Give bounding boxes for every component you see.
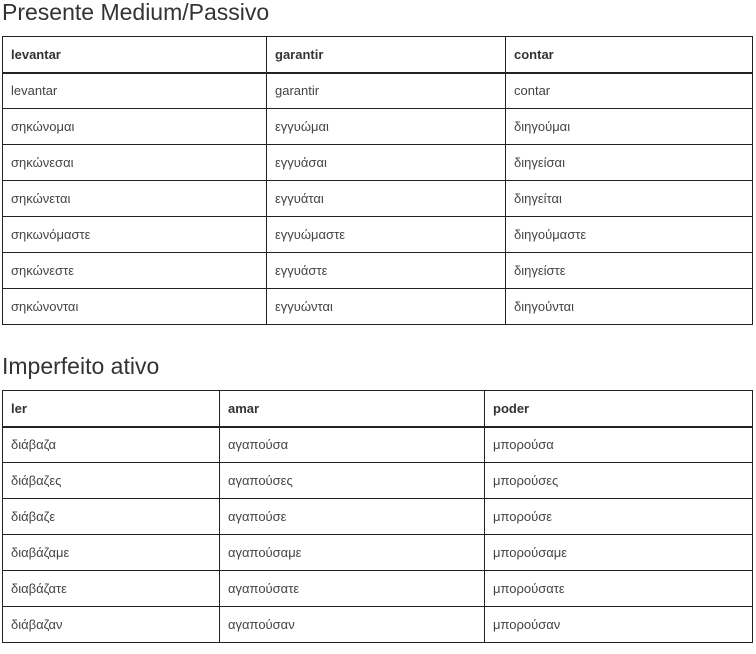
table-row [3,289,753,325]
column-header: garantir [267,37,506,73]
table-cell: garantir [267,73,506,109]
table-cell: σηκώνεται [3,181,267,217]
table-cell: εγγυάσαι [267,145,506,181]
table-cell: αγαπούσες [220,463,485,499]
table-cell: μπορούσες [485,463,753,499]
table-row [3,607,753,643]
conjugation-table-presente-medium-passivo [2,36,753,325]
section-title-imperfeito-ativo: Imperfeito ativo [2,353,160,379]
column-header: poder [485,391,753,427]
table-cell: μπορούσατε [485,571,753,607]
table-row [3,253,753,289]
table-cell: αγαπούσαμε [220,535,485,571]
table-row [3,109,753,145]
table-cell: σηκωνόμαστε [3,217,267,253]
table-cell: διάβαζα [3,427,220,463]
table-row [3,181,753,217]
table-cell: μπορούσαν [485,607,753,643]
column-header: ler [3,391,220,427]
table-row [3,217,753,253]
table-cell: contar [506,73,753,109]
table-cell: διαβάζαμε [3,535,220,571]
conjugation-table-imperfeito-ativo [2,390,753,643]
table-cell: εγγυώμαι [267,109,506,145]
section-title-presente-medium-passivo: Presente Medium/Passivo [2,0,270,25]
table-cell: levantar [3,73,267,109]
table-cell: διηγείστε [506,253,753,289]
table-cell: σηκώνεσαι [3,145,267,181]
table-row [3,427,753,463]
table-cell: αγαπούσε [220,499,485,535]
table-cell: σηκώνονται [3,289,267,325]
table-row [3,73,753,109]
table-cell: διηγούνται [506,289,753,325]
column-header: amar [220,391,485,427]
table-cell: αγαπούσα [220,427,485,463]
table-row [3,499,753,535]
table-cell: διηγούμαι [506,109,753,145]
table-cell: εγγυάστε [267,253,506,289]
table-cell: εγγυώνται [267,289,506,325]
table-cell: διηγείσαι [506,145,753,181]
table-cell: διηγείται [506,181,753,217]
table-cell: διηγούμαστε [506,217,753,253]
table-cell: διάβαζες [3,463,220,499]
column-header: levantar [3,37,267,73]
table-cell: εγγυάται [267,181,506,217]
table-cell: αγαπούσατε [220,571,485,607]
table-cell: διαβάζατε [3,571,220,607]
column-header: contar [506,37,753,73]
table-header-row [3,37,753,73]
table-cell: εγγυώμαστε [267,217,506,253]
table-cell: μπορούσε [485,499,753,535]
table-cell: μπορούσα [485,427,753,463]
table-cell: σηκώνομαι [3,109,267,145]
table-header-row [3,391,753,427]
table-row [3,463,753,499]
table-cell: αγαπούσαν [220,607,485,643]
table-cell: διάβαζαν [3,607,220,643]
table-row [3,145,753,181]
table-cell: διάβαζε [3,499,220,535]
table-cell: μπορούσαμε [485,535,753,571]
table-row [3,571,753,607]
table-row [3,535,753,571]
table-cell: σηκώνεστε [3,253,267,289]
